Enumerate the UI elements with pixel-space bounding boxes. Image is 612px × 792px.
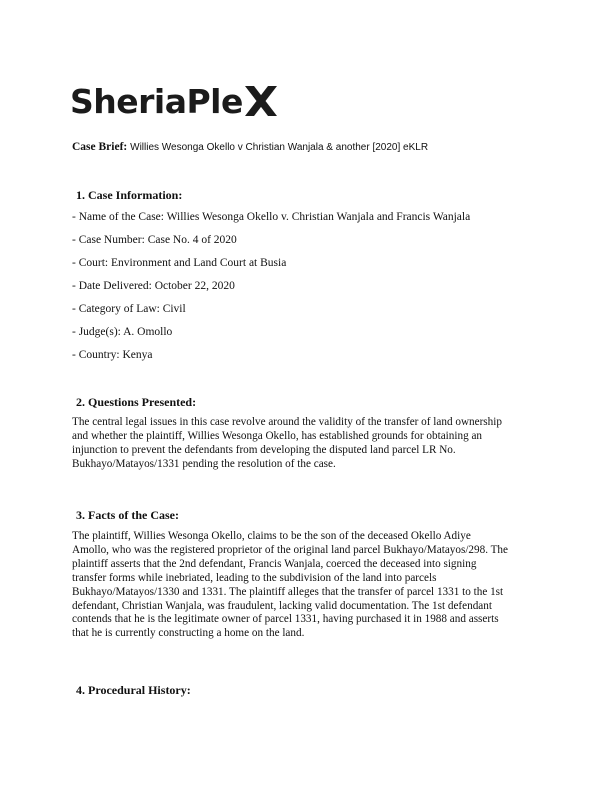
case-info-category: - Category of Law: Civil <box>72 303 186 315</box>
paragraph-line: contends that he is the legitimate owner of parcel 1331, having purchased it in 1988 and asserts <box>72 613 499 626</box>
logo-x-mark-icon <box>243 84 279 118</box>
paragraph-line: The central legal issues in this case revolve around the validity of the transfer of land ownership <box>72 416 502 428</box>
paragraph-line: The plaintiff, Willies Wesonga Okello, claims to be the son of the deceased Okello Adiye <box>72 530 471 542</box>
paragraph-line: transfer forms while inebriated, leading to the subdivision of the land into parcels <box>72 571 437 584</box>
case-brief-label: Case Brief: <box>72 141 128 153</box>
paragraph-line: that he is currently constructing a home on the land. <box>72 627 305 640</box>
section-heading-case-information: 1. Case Information: <box>76 188 183 202</box>
brand-logo <box>70 78 279 121</box>
facts-paragraph <box>72 530 548 641</box>
questions-presented-paragraph <box>72 416 548 472</box>
paragraph-line: injunction to prevent the defendants from developing the disputed land parcel LR No. <box>72 443 456 456</box>
section-heading-questions-presented: 2. Questions Presented: <box>76 395 197 409</box>
paragraph-line: plaintiff asserts that the 2nd defendant, Francis Wanjala, coerced the deceased into signing <box>72 557 477 570</box>
paragraph-line: and whether the plaintiff, Willies Wesonga Okello, has established grounds for obtaining an <box>72 429 483 442</box>
case-brief-title: Willies Wesonga Okello v Christian Wanjala & another [2020] eKLR <box>130 142 429 153</box>
section-heading-facts: 3. Facts of the Case: <box>76 508 179 522</box>
case-brief-line <box>72 141 428 153</box>
section-heading-procedural-history: 4. Procedural History: <box>76 683 191 697</box>
case-info-judges: - Judge(s): A. Omollo <box>72 326 173 338</box>
case-info-number: - Case Number: Case No. 4 of 2020 <box>72 234 237 246</box>
case-info-name: - Name of the Case: Willies Wesonga Okello v. Christian Wanjala and Francis Wanjala <box>72 211 471 223</box>
paragraph-line: Amollo, who was the registered proprietor of the original land parcel Bukhayo/Matayos/298. The <box>72 543 508 556</box>
case-info-country: - Country: Kenya <box>72 349 153 361</box>
paragraph-line: Bukhayo/Matayos/1330 and 1331. The plaintiff alleges that the transfer of parcel 1331 to the 1st <box>72 585 504 598</box>
paragraph-line: Bukhayo/Matayos/1331 pending the resolution of the case. <box>72 457 336 470</box>
case-info-court: - Court: Environment and Land Court at Busia <box>72 257 287 269</box>
case-info-date: - Date Delivered: October 22, 2020 <box>72 280 235 292</box>
paragraph-line: defendant, Christian Wanjala, was fraudulent, lacking valid documentation. The 1st defendant <box>72 599 492 612</box>
brand-logo-text: SheriaPle <box>70 82 243 121</box>
